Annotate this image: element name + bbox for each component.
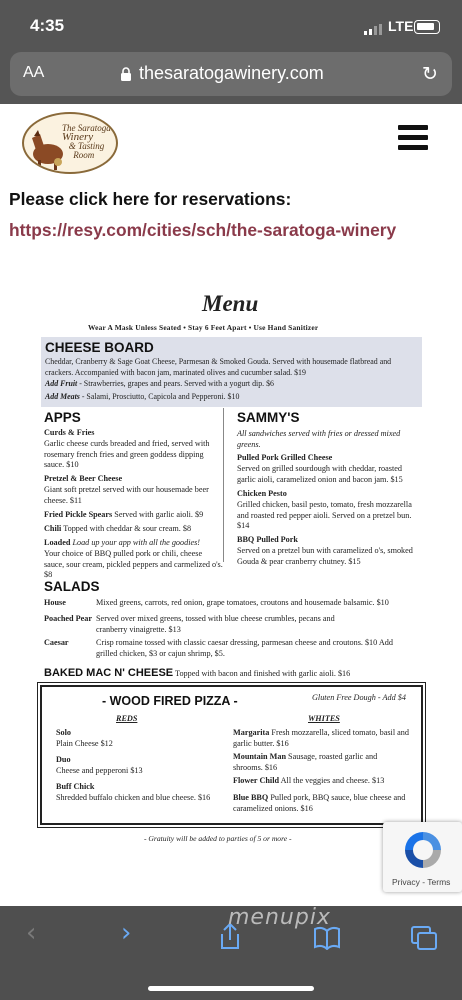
app-item-name: Curds & Fries	[44, 428, 95, 437]
clock: 4:35	[30, 16, 65, 35]
app-item: Fried Pickle Spears Served with garlic aioli. $9	[44, 510, 204, 519]
recaptcha-label[interactable]: Privacy - Terms	[392, 877, 451, 887]
red-pizza-desc: Cheese and pepperoni $13	[56, 766, 143, 775]
gratuity-note: - Gratuity will be added to parties of 5 or more -	[144, 834, 292, 843]
app-item-desc: Your choice of BBQ pulled pork or chili, cheese sauce, sour cream, pickled peppers and carmelized o's. $8	[44, 549, 223, 580]
red-pizza-name: Solo	[56, 728, 72, 737]
menu-title: Menu	[202, 291, 259, 316]
sammy-item-name: BBQ Pulled Pork	[237, 535, 298, 544]
webpage	[0, 104, 462, 906]
network-label: LTE	[388, 18, 414, 34]
app-item-desc: Giant soft pretzel served with our housemade beer cheese. $11	[44, 485, 209, 505]
sammys-note: All sandwiches served with fries or dressed mixed greens.	[237, 429, 401, 449]
apps-heading: APPS	[44, 410, 81, 425]
salads-heading: SALADS	[44, 579, 100, 594]
white-pizza: Blue BBQ Pulled pork, BBQ sauce, blue cheese and caramelized onions. $16	[233, 793, 406, 813]
add-fruit-line: Add Fruit - Strawberries, grapes and pears. Served with a yogurt dip. $6	[45, 379, 275, 388]
tabs-icon[interactable]	[410, 925, 438, 951]
sammy-item-name: Pulled Pork Grilled Cheese	[237, 453, 333, 462]
red-pizza-name: Buff Chick	[56, 782, 95, 791]
mac-line: BAKED MAC N' CHEESE Topped with bacon and finished with garlic aioli. $16	[44, 667, 351, 679]
sammy-item-name: Chicken Pesto	[237, 489, 287, 498]
white-pizza: Mountain Man Sausage, roasted garlic and shrooms. $16	[233, 752, 378, 772]
app-item-name: Pretzel & Beer Cheese	[44, 474, 123, 483]
salad-item-desc: Crisp romaine tossed with classic caesar dressing, parmesan cheese and croutons. $10 Add grilled chicken, $3 or cajun shrimp, $5.	[96, 638, 393, 658]
pizza-section	[40, 685, 423, 825]
browser-chrome	[0, 52, 462, 104]
signal-icon	[364, 24, 384, 35]
salad-item-name: Caesar	[44, 638, 69, 647]
salad-item-desc: Served over mixed greens, tossed with blue cheese crumbles, pecans and cranberry vinaigrette. $13	[96, 614, 335, 634]
reader-aa-button[interactable]: AA	[23, 64, 45, 81]
red-pizza-desc: Shredded buffalo chicken and blue cheese. $16	[56, 793, 211, 802]
winery-logo[interactable]	[22, 112, 118, 174]
url-text[interactable]: thesaratogawinery.com	[139, 63, 324, 83]
recaptcha-icon	[401, 828, 445, 872]
salad-item-name: House	[44, 598, 66, 607]
cheese-board-desc: Cheddar, Cranberry & Sage Goat Cheese, Parmesan & Smoked Gouda. Served with housemade flatbread and crackers. Accompanied with bacon jam, marinated olives and cucumber salad. $19	[45, 357, 392, 377]
salad-item-desc: Mixed greens, carrots, red onion, grape tomatoes, croutons and housemade balsamic. $10	[96, 598, 389, 607]
menu-card	[38, 290, 425, 898]
pizza-heading: - WOOD FIRED PIZZA -	[102, 694, 238, 708]
safety-notice: Wear A Mask Unless Seated • Stay 6 Feet Apart • Use Hand Sanitizer	[88, 323, 319, 332]
app-item-desc: Garlic cheese curds breaded and fried, served with rosemary french fries and green goddess dipping sauce. $10	[44, 439, 210, 470]
logo-text: The Saratoga Winery & Tasting Room	[62, 123, 111, 160]
whites-heading: WHITES	[308, 714, 340, 723]
address-bar[interactable]	[10, 52, 452, 96]
reservations-link[interactable]: https://resy.com/cities/sch/the-saratoga-winery	[9, 220, 397, 240]
red-pizza-name: Duo	[56, 755, 71, 764]
red-pizza-desc: Plain Cheese $12	[56, 739, 113, 748]
back-icon[interactable]: ‹	[26, 918, 37, 948]
recaptcha-badge[interactable]	[383, 822, 462, 892]
sammys-heading: SAMMY'S	[237, 410, 300, 425]
lock-icon	[120, 67, 132, 82]
gluten-free-note: Gluten Free Dough - Add $4	[312, 693, 406, 702]
sammy-item-desc: Served on a pretzel bun with caramelized o's, smoked Gouda & pear cranberry chutney. $15	[237, 546, 413, 566]
status-bar	[0, 0, 462, 52]
home-indicator[interactable]	[148, 986, 314, 991]
sammy-item-desc: Grilled chicken, basil pesto, tomato, fresh mozzarella and roasted red pepper aioli. Served on a pretzel bun. $14	[237, 500, 412, 531]
reservations-text: Please click here for reservations: https://resy.com/cities/sch/the-saratoga-winery	[9, 189, 397, 240]
hamburger-menu-icon[interactable]	[398, 125, 428, 151]
app-item: Chili Topped with cheddar & sour cream. $8	[44, 524, 192, 533]
sammy-item-desc: Served on grilled sourdough with cheddar, roasted garlic aioli, caramelized onion and bacon jam. $15	[237, 464, 403, 484]
reload-icon[interactable]: ↻	[422, 63, 438, 85]
white-pizza: Flower Child All the veggies and cheese. $13	[233, 776, 385, 785]
watermark: menupix	[228, 905, 331, 930]
cheese-board-heading: CHEESE BOARD	[45, 340, 154, 355]
salad-item-name: Poached Pear	[44, 614, 92, 623]
column-divider	[223, 408, 224, 562]
white-pizza: Margarita Fresh mozzarella, sliced tomato, basil and garlic butter. $16	[233, 728, 409, 748]
reds-heading: REDS	[116, 714, 138, 723]
cheese-board-section	[41, 337, 422, 407]
add-meats-line: Add Meats - Salami, Prosciutto, Capicola and Pepperoni. $10	[45, 392, 240, 401]
app-item: Loaded Load up your app with all the goodies!	[44, 538, 201, 547]
battery-icon	[414, 20, 440, 34]
forward-icon[interactable]: ›	[121, 918, 132, 948]
